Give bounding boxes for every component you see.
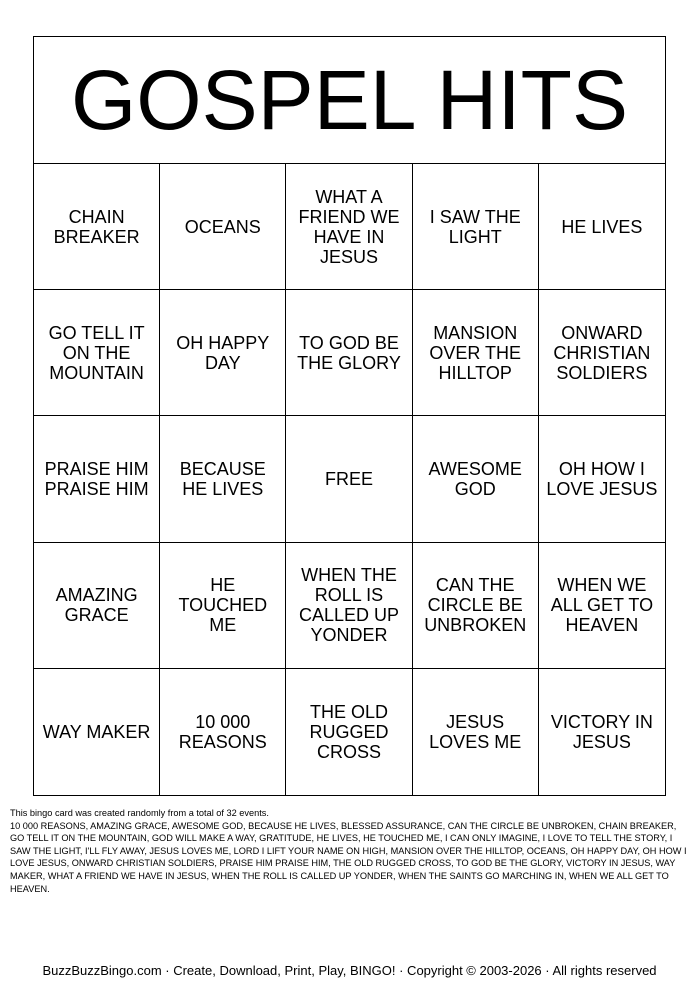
bingo-cell: HE LIVES xyxy=(539,164,665,290)
bingo-cell: WHEN WE ALL GET TO HEAVEN xyxy=(539,543,665,669)
bingo-cell: HE TOUCHED ME xyxy=(160,543,286,669)
card-info xyxy=(10,807,690,895)
bingo-cell: CHAIN BREAKER xyxy=(34,164,160,290)
bingo-cell: OCEANS xyxy=(160,164,286,290)
bingo-cell: WHEN THE ROLL IS CALLED UP YONDER xyxy=(286,543,412,669)
bingo-cell: MANSION OVER THE HILLTOP xyxy=(413,290,539,416)
bingo-grid xyxy=(34,164,665,795)
bingo-cell: OH HAPPY DAY xyxy=(160,290,286,416)
bingo-cell: BECAUSE HE LIVES xyxy=(160,416,286,542)
bingo-cell: AWESOME GOD xyxy=(413,416,539,542)
bingo-card xyxy=(33,36,666,796)
bingo-cell-free: FREE xyxy=(286,416,412,542)
bingo-cell: OH HOW I LOVE JESUS xyxy=(539,416,665,542)
bingo-cell: VICTORY IN JESUS xyxy=(550,711,653,752)
bingo-cell: 10 000 REASONS xyxy=(160,669,286,795)
footer-credit: BuzzBuzzBingo.com · Create, Download, Print, Play, BINGO! · Copyright © 2003-2026 · All rights reserved xyxy=(42,963,657,978)
bingo-cell: PRAISE HIM PRAISE HIM xyxy=(34,416,160,542)
bingo-cell: CAN THE CIRCLE BE UNBROKEN xyxy=(413,543,539,669)
bingo-cell: THE OLD RUGGED CROSS xyxy=(286,669,412,795)
info-events-list: 10 000 REASONS, AMAZING GRACE, AWESOME GOD, BECAUSE HE LIVES, BLESSED ASSURANCE, CAN THE CIRCLE BE UNBROKEN, CHAIN BREAKER, GO TELL IT ON THE MOUNTAIN, GOD WILL MAKE A WAY, GRATITUDE, HE LIVES, HE TOUCHED ME, I CAN ONLY IMAGINE, I LOVE TO TELL THE STORY, I SAW THE LIGHT, I'LL FLY AWAY, JESUS LOVES ME, LORD I LIFT YOUR NAME ON HIGH, MANSION OVER THE HILLTOP, OCEANS, OH HAPPY DAY, OH HOW I LOVE JESUS, ONWARD CHRISTIAN SOLDIERS, PRAISE HIM PRAISE HIM, THE OLD RUGGED CROSS, TO GOD BE THE GLORY, VICTORY IN JESUS, WAY MAKER, WHAT A FRIEND WE HAVE IN JESUS, WHEN THE ROLL IS CALLED UP YONDER, WHEN THE SAINTS GO MARCHING IN, WHEN WE ALL GET TO HEAVEN. xyxy=(10,820,687,894)
bingo-cell: ONWARD CHRISTIAN SOLDIERS xyxy=(539,290,665,416)
bingo-cell: TO GOD BE THE GLORY xyxy=(286,290,412,416)
bingo-cell: WAY MAKER xyxy=(34,669,160,795)
bingo-cell: I SAW THE LIGHT xyxy=(413,164,539,290)
card-title: GOSPEL HITS xyxy=(34,37,665,164)
bingo-cell: GO TELL IT ON THE MOUNTAIN xyxy=(34,290,160,416)
bingo-cell: AMAZING GRACE xyxy=(34,543,160,669)
bingo-cell: JESUS LOVES ME xyxy=(413,669,539,795)
info-intro: This bingo card was created randomly from a total of 32 events. xyxy=(10,808,269,818)
bingo-cell: WHAT A FRIEND WE HAVE IN JESUS xyxy=(286,164,412,290)
